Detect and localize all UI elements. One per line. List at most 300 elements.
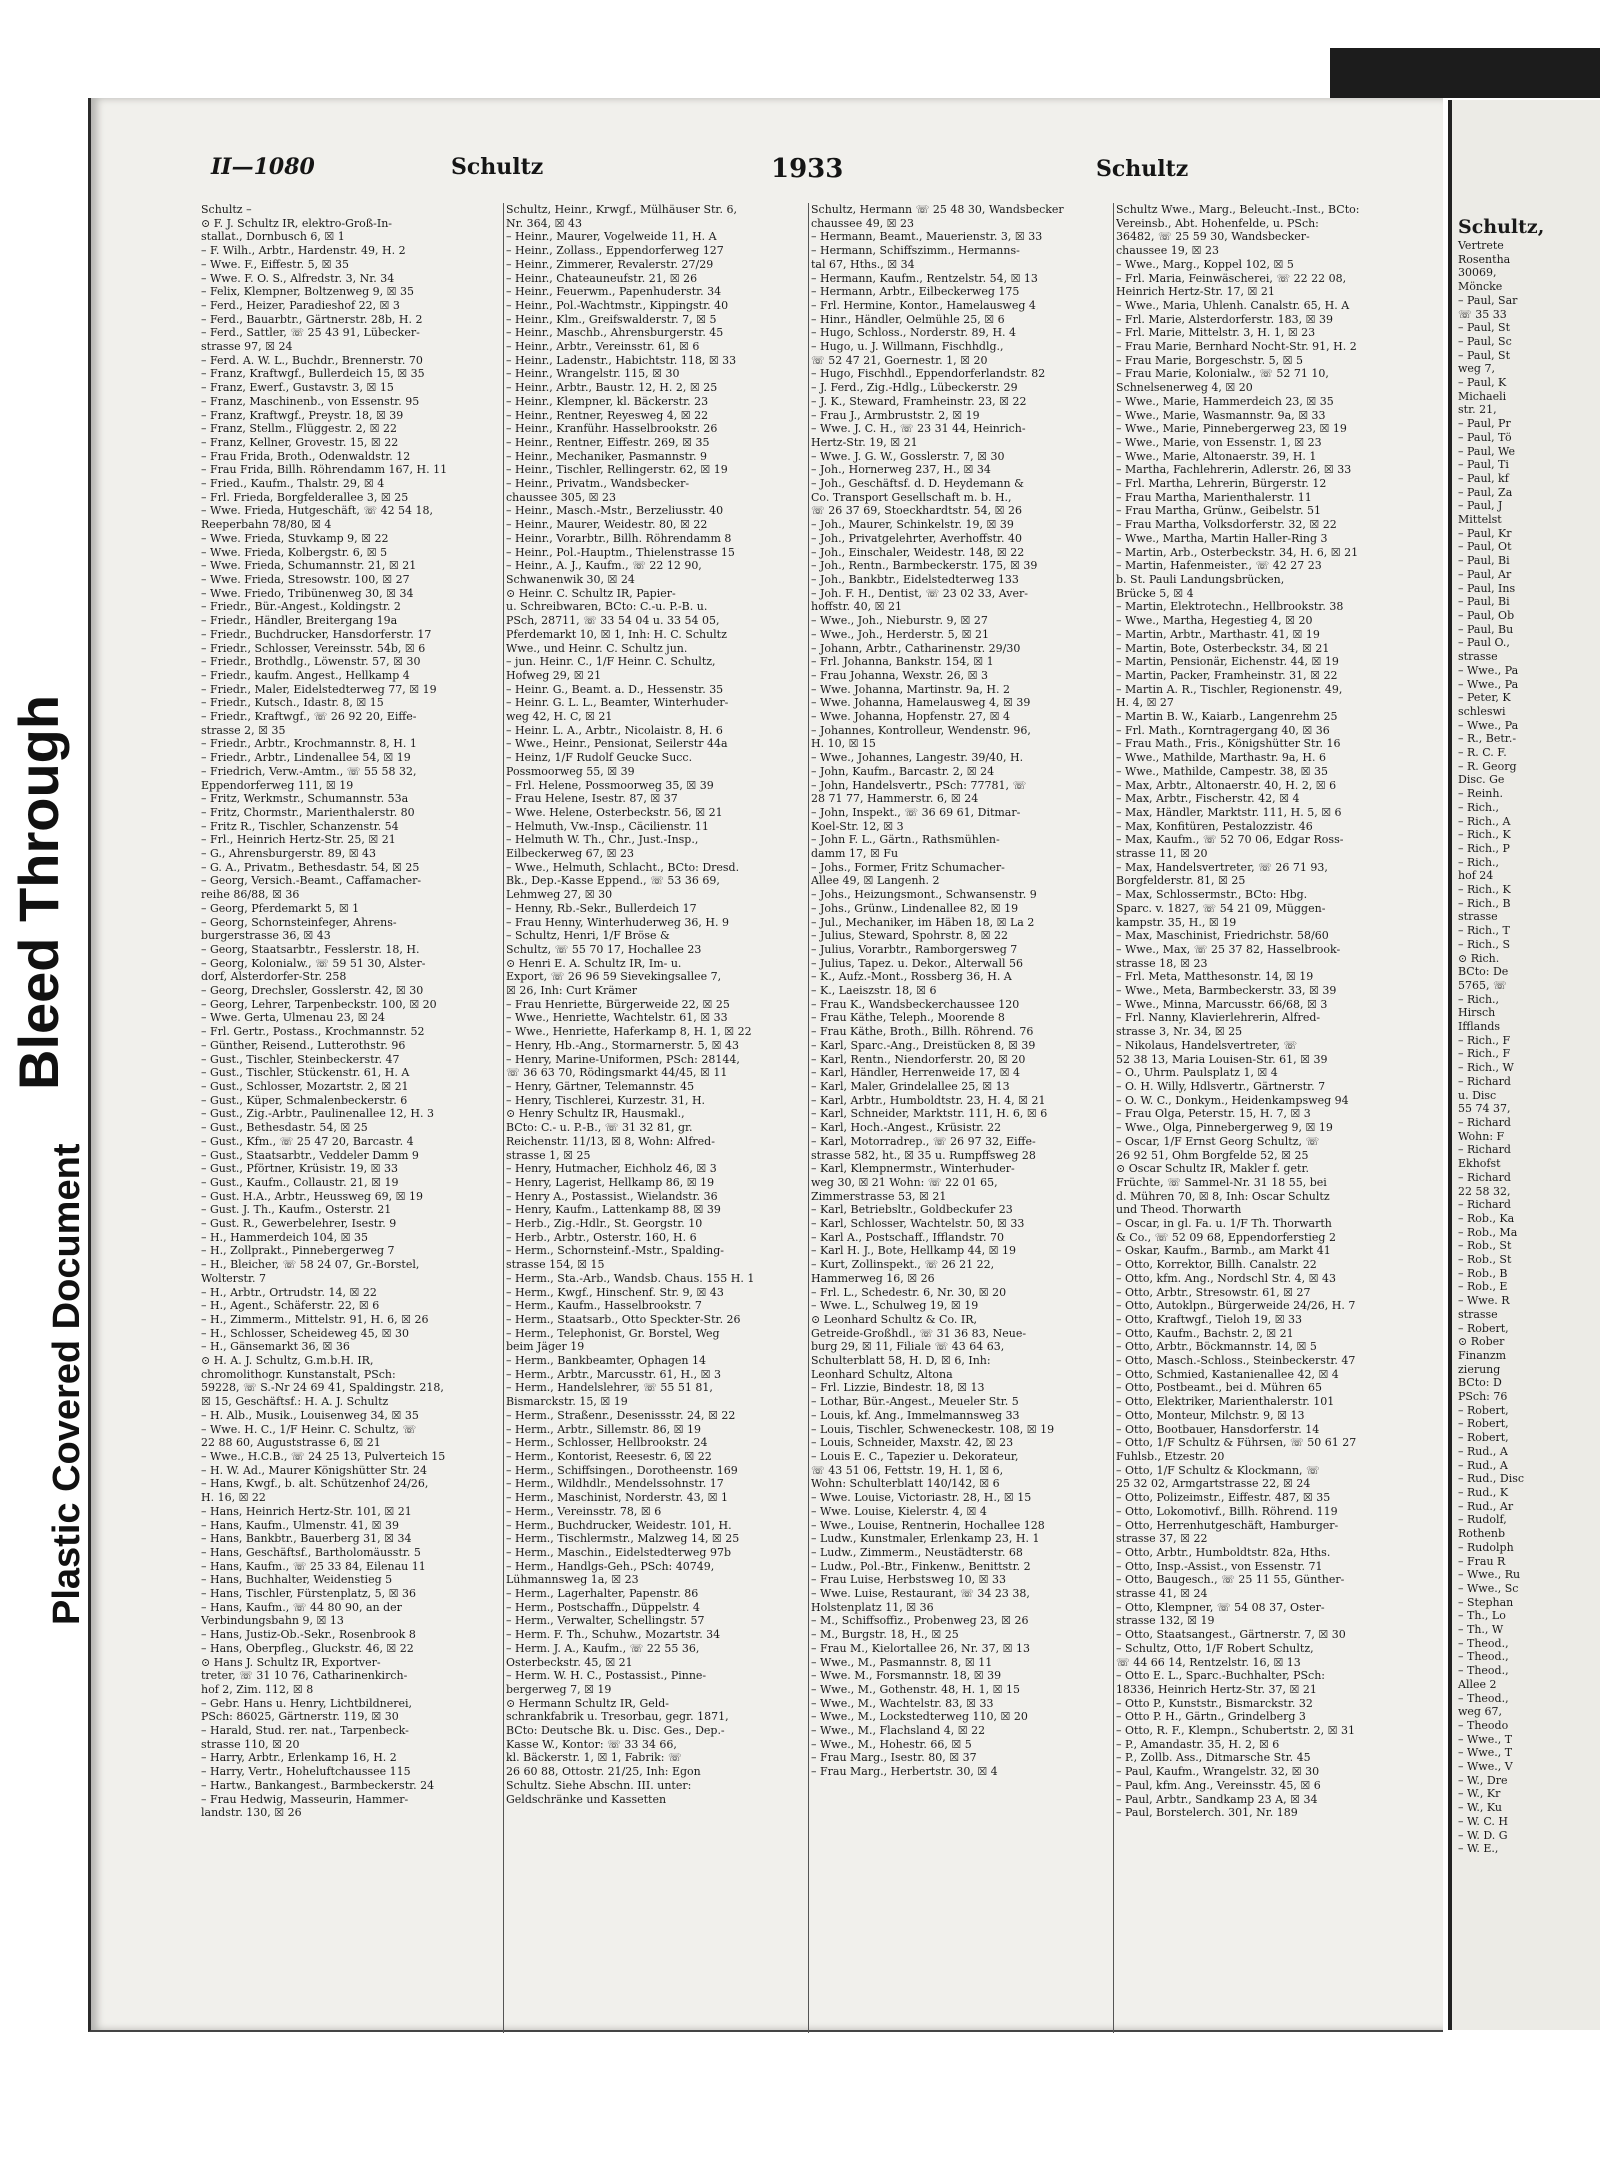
listing-entry: beim Jäger 19 — [506, 1340, 585, 1354]
listing-entry: – Friedr., Schlosser, Vereinsstr. 54b, ☒ 6 — [201, 641, 426, 655]
listing-entry: – Heinr., Feuerwm., Papenhuderstr. 34 — [506, 285, 722, 299]
facing-page-entry: – Peter, K — [1458, 691, 1511, 705]
listing-entry: – Wwe. Johanna, Martinstr. 9a, H. 2 — [811, 682, 1010, 696]
listing-entry: 52 38 13, Maria Louisen-Str. 61, ☒ 39 — [1116, 1052, 1328, 1066]
listing-entry: – Herm., Maschinist, Norderstr. 43, ☒ 1 — [506, 1491, 728, 1505]
listing-entry: – Herm., Verwalter, Schellingstr. 57 — [506, 1614, 705, 1628]
listing-entry: – Heinr., Zollass., Eppendorferweg 127 — [506, 244, 724, 258]
listing-entry: strasse 18, ☒ 23 — [1116, 956, 1208, 970]
listing-entry: – Gust. J. Th., Kaufm., Osterstr. 21 — [201, 1203, 392, 1217]
listing-entry: – Joh., Geschäftsf. d. D. Heydemann & — [811, 477, 1024, 491]
year-heading: 1933 — [771, 154, 844, 184]
facing-page-entry: 5765, ☏ — [1458, 978, 1507, 992]
listing-entry: – Henry, Tischlerei, Kurzestr. 31, H. — [506, 1093, 706, 1107]
listing-entry: – O. H. Willy, Hdlsvertr., Gärtnerstr. 7 — [1116, 1080, 1326, 1093]
listing-entry: dorf, Alsterdorfer-Str. 258 — [201, 970, 347, 984]
listing-entry: – Frl. Hermine, Kontor., Hamelausweg 4 — [811, 298, 1036, 312]
listing-entry: – Heinr. G., Beamt. a. D., Hessenstr. 35 — [506, 682, 724, 696]
listing-entry: – Max, Händler, Marktstr. 111, H. 5, ☒ 6 — [1116, 805, 1342, 819]
listing-entry: – Fried., Kaufm., Thalstr. 29, ☒ 4 — [201, 477, 385, 491]
listing-entry: – Friedr., Buchdrucker, Hansdorferstr. 17 — [201, 627, 432, 641]
listing-entry: – Frl. Marie, Alsterdorferstr. 183, ☒ 39 — [1116, 312, 1334, 326]
listing-entry: – Henry, Hutmacher, Eichholz 46, ☒ 3 — [506, 1162, 717, 1176]
listing-entry: – Max, Maschinist, Friedrichstr. 58/60 — [1116, 929, 1329, 943]
listing-entry: strasse 1, ☒ 25 — [506, 1148, 591, 1162]
listing-entry: – Paul, kfm. Ang., Vereinsstr. 45, ☒ 6 — [1116, 1778, 1321, 1792]
facing-page-entry: – Rob., St — [1458, 1239, 1512, 1253]
listing-entry: – Helmuth, Vw.-Insp., Cäcilienstr. 11 — [506, 819, 709, 833]
listing-entry: Hammerweg 16, ☒ 26 — [811, 1271, 935, 1285]
facing-page-entry: – Th., W — [1458, 1623, 1504, 1637]
listing-entry: strasse 582, ht., ☒ 35 u. Rumpffsweg 28 — [811, 1148, 1036, 1162]
listing-entry: strasse 37, ☒ 22 — [1116, 1532, 1208, 1546]
facing-page-entry: schleswi — [1458, 704, 1506, 718]
listing-entry: – Heinr. G. L. L., Beamter, Winterhuder- — [506, 696, 729, 710]
facing-page-entry: – Paul, J — [1458, 499, 1503, 513]
facing-page-entry: – Rud., A — [1458, 1444, 1508, 1458]
listing-column-4 — [1116, 203, 1414, 2043]
facing-page-entry: Rothenb — [1458, 1527, 1506, 1541]
listing-entry: strasse 11, ☒ 20 — [1116, 847, 1208, 861]
listing-entry: – Heinr., Klm., Greifswalderstr. 7, ☒ 5 — [506, 312, 717, 326]
facing-page-entry: – Robert, — [1458, 1431, 1509, 1445]
facing-page-entry: weg 67, — [1458, 1705, 1502, 1719]
facing-page-entry: – Rich., W — [1458, 1061, 1514, 1075]
listing-entry: chromolithogr. Kunstanstalt, PSch: — [201, 1367, 396, 1381]
facing-page-entry: – W. E., — [1458, 1842, 1499, 1856]
listing-entry: – Heinr., Arbtr., Vereinsstr. 61, ☒ 6 — [506, 340, 700, 354]
facing-page-entry: – Paul, Ot — [1458, 540, 1512, 554]
facing-page-entry: – Rich., B — [1458, 896, 1511, 910]
listing-entry: – Hermann, Arbtr., Eilbeckerweg 175 — [811, 285, 1020, 299]
listing-entry: – Otto, Monteur, Milchstr. 9, ☒ 13 — [1116, 1408, 1305, 1422]
listing-entry: – Hans, Kaufm., ☏ 44 80 90, an der — [201, 1600, 402, 1614]
listing-entry: Eilbeckerweg 67, ☒ 23 — [506, 847, 635, 861]
listing-entry: Borgfelderstr. 81, ☒ 25 — [1116, 874, 1246, 888]
listing-entry: – Frl. Maria, Feinwäscherei, ☏ 22 22 08, — [1116, 271, 1347, 285]
listing-entry: – Heinr., Rentner, Eiffestr. 269, ☒ 35 — [506, 435, 710, 449]
listing-entry: PSch: 86025, Gärtnerstr. 119, ☒ 30 — [201, 1710, 399, 1724]
listing-entry: – Wwe., Marie, Altonaerstr. 39, H. 1 — [1116, 449, 1317, 463]
listing-entry: – Heinz, 1/F Rudolf Geucke Succ. — [506, 751, 693, 765]
listing-entry: – Wwe., Martha, Hegestieg 4, ☒ 20 — [1116, 614, 1313, 628]
listing-entry: – Herb., Arbtr., Osterstr. 160, H. 6 — [506, 1230, 697, 1244]
scan-black-corner — [1330, 48, 1600, 98]
listing-entry: – Otto, kfm. Ang., Nordschl Str. 4, ☒ 43 — [1116, 1271, 1336, 1285]
listing-entry: kl. Bäckerstr. 1, ☒ 1, Fabrik: ☏ — [506, 1751, 682, 1765]
listing-entry: strasse 41, ☒ 24 — [1116, 1587, 1208, 1601]
listing-entry: Pferdemarkt 10, ☒ 1, Inh: H. C. Schultz — [506, 627, 727, 641]
listing-entry: – Karl H. J., Bote, Hellkamp 44, ☒ 19 — [811, 1244, 1016, 1258]
listing-entry: chaussee 19, ☒ 23 — [1116, 244, 1220, 258]
listing-entry: – Wwe., Minna, Marcusstr. 66/68, ☒ 3 — [1116, 997, 1328, 1011]
listing-entry: – Hermann, Kaufm., Rentzelstr. 54, ☒ 13 — [811, 271, 1038, 285]
listing-entry: – Gust. R., Gewerbelehrer, Isestr. 9 — [201, 1217, 397, 1231]
listing-entry: 26 60 88, Ottostr. 21/25, Inh: Egon — [506, 1765, 701, 1779]
listing-entry: Vereinsb., Abt. Hohenfelde, u. PSch: — [1116, 216, 1319, 230]
listing-entry: – Max, Kaufm., ☏ 52 70 06, Edgar Ross- — [1116, 833, 1344, 847]
listing-entry: – Hans, Buchhalter, Weidenstieg 5 — [201, 1573, 393, 1587]
listing-entry: – Frau Marie, Bernhard Nocht-Str. 91, H. 2 — [1116, 340, 1357, 354]
listing-entry: – Gust., Tischler, Steinbeckerstr. 47 — [201, 1052, 400, 1066]
listing-entry: – Wwe., Helmuth, Schlacht., BCto: Dresd. — [506, 860, 740, 874]
listing-entry: – K., Aufz.-Mont., Rossberg 36, H. A — [811, 970, 1012, 984]
listing-entry: – Friedr., Bür.-Angest., Koldingstr. 2 — [201, 600, 401, 614]
listing-entry: – Heinr., Pol.-Hauptm., Thielenstrasse 15 — [506, 545, 735, 559]
facing-page-entry: – Paul, Bu — [1458, 622, 1514, 636]
facing-page-entry: PSch: 76 — [1458, 1390, 1508, 1404]
listing-entry: – Heinr., Rentner, Reyesweg 4, ☒ 22 — [506, 408, 709, 422]
listing-entry: BCto: C.- u. P.-B., ☏ 31 32 81, gr. — [506, 1121, 693, 1135]
listing-entry: – Wwe., M., Lockstedterweg 110, ☒ 20 — [811, 1710, 1028, 1724]
listing-entry: strasse 154, ☒ 15 — [506, 1258, 605, 1272]
listing-entry: – Frl. Meta, Matthesonstr. 14, ☒ 19 — [1116, 970, 1314, 984]
listing-entry: chaussee 49, ☒ 23 — [811, 216, 915, 230]
listing-entry: ☏ 36 63 70, Rödingsmarkt 44/45, ☒ 11 — [506, 1066, 728, 1080]
listing-entry: ⊙ H. A. J. Schultz, G.m.b.H. IR, — [201, 1354, 374, 1368]
facing-page-text — [1452, 100, 1600, 1856]
listing-entry: – Hans, Heinrich Hertz-Str. 101, ☒ 21 — [201, 1504, 412, 1518]
listing-entry: – Otto, Masch.-Schloss., Steinbeckerstr. 47 — [1116, 1354, 1356, 1368]
listing-entry: – Wwe. Frieda, Kolbergstr. 6, ☒ 5 — [201, 545, 388, 559]
facing-page-entry: – W. C. H — [1458, 1814, 1508, 1828]
listing-entry: – Fritz, Chormstr., Marienthalerstr. 80 — [201, 805, 415, 819]
facing-page-entry: – Rud., A — [1458, 1458, 1508, 1472]
listing-entry: und Theod. Thorwarth — [1116, 1203, 1242, 1217]
listing-entry: – Frau Henriette, Bürgerweide 22, ☒ 25 — [506, 997, 730, 1011]
listing-entry: – Herm., Schornsteinf.-Mstr., Spalding- — [506, 1244, 725, 1258]
listing-entry: – Friedr., Arbtr., Krochmannstr. 8, H. 1 — [201, 737, 417, 751]
facing-page-entry: – Robert, — [1458, 1403, 1509, 1417]
listing-entry: – Frau Math., Fris., Königshütter Str. 16 — [1116, 737, 1341, 751]
listing-entry: – Schultz, Otto, 1/F Robert Schultz, — [1116, 1641, 1314, 1655]
listing-entry: Export, ☏ 26 96 59 Sievekingsallee 7, — [506, 970, 722, 984]
listing-entry: – Frl. Martha, Lehrerin, Bürgerstr. 12 — [1116, 477, 1327, 491]
facing-page-entry: – Theod., — [1458, 1650, 1509, 1664]
listing-entry: – Frau Henny, Winterhuderweg 36, H. 9 — [506, 915, 729, 929]
listing-entry: – Frau Marg., Herbertstr. 30, ☒ 4 — [811, 1765, 998, 1779]
facing-page-entry: u. Disc — [1458, 1088, 1497, 1102]
facing-page-entry: 30069, — [1458, 266, 1497, 280]
listing-entry: – Frau Johanna, Wexstr. 26, ☒ 3 — [811, 668, 988, 682]
facing-page-entry: BCto: De — [1458, 965, 1509, 979]
page-number: II—1080 — [211, 154, 315, 180]
listing-entry: – Karl, Klempnermstr., Winterhuder- — [811, 1162, 1015, 1176]
listing-entry: landstr. 130, ☒ 26 — [201, 1806, 302, 1820]
listing-entry: strasse 97, ☒ 24 — [201, 340, 293, 354]
listing-entry: – Wwe. Helene, Osterbeckstr. 56, ☒ 21 — [506, 805, 723, 819]
page-header — [91, 148, 1443, 188]
facing-page-entry: Disc. Ge — [1458, 773, 1505, 787]
listing-entry: – Joh., Einschaler, Weidestr. 148, ☒ 22 — [811, 545, 1025, 559]
listing-entry: – Günther, Reisend., Lutterothstr. 96 — [201, 1038, 406, 1052]
listing-entry: – Friedr., Kraftwgf., ☏ 26 92 20, Eiffe- — [201, 710, 417, 724]
facing-page-lines — [1458, 239, 1600, 1856]
listing-entry: – Johs., Former, Fritz Schumacher- — [811, 860, 1005, 874]
listing-entry: – Herm., Lagerhalter, Papenstr. 86 — [506, 1587, 699, 1601]
facing-page-entry: – Theod., — [1458, 1691, 1509, 1705]
listing-entry: – Friedrich, Verw.-Amtm., ☏ 55 58 32, — [201, 764, 417, 778]
listing-entry: Reeperbahn 78/80, ☒ 4 — [201, 518, 332, 532]
listing-entry: – Karl, Schlosser, Wachtelstr. 50, ☒ 33 — [811, 1217, 1025, 1231]
listing-entry: stallat., Dornbusch 6, ☒ 1 — [201, 230, 345, 244]
facing-page-entry: – Rich., A — [1458, 814, 1511, 828]
listing-entry: Schultz – — [201, 203, 252, 216]
listing-entry: 36482, ☏ 25 59 30, Wandsbecker- — [1116, 230, 1310, 244]
listing-entry: – H., Hammerdeich 104, ☒ 35 — [201, 1230, 369, 1244]
listing-entry: – Otto, Arbtr., Stresowstr. 61, ☒ 27 — [1116, 1285, 1311, 1299]
listing-entry: – Frl. Helene, Possmoorweg 35, ☒ 39 — [506, 778, 714, 792]
facing-page-entry: strasse — [1458, 650, 1498, 664]
listing-entry: – Lothar, Bür.-Angest., Meueler Str. 5 — [811, 1395, 1019, 1409]
listing-entry: – Otto, Bootbauer, Hansdorferstr. 14 — [1116, 1422, 1320, 1436]
listing-entry: Wolterstr. 7 — [201, 1271, 266, 1285]
listing-entry: – Louis, Tischler, Schweneckestr. 108, ☒ 19 — [811, 1422, 1055, 1436]
listing-entry: – Hugo, Schloss., Norderstr. 89, H. 4 — [811, 326, 1017, 340]
facing-page-entry: – Wwe., T — [1458, 1732, 1513, 1746]
facing-page-entry: – Paul, Kr — [1458, 526, 1512, 540]
listing-entry: – Frau M., Kielortallee 26, Nr. 37, ☒ 13 — [811, 1641, 1030, 1655]
listing-entry: H. 16, ☒ 22 — [201, 1491, 266, 1505]
listing-entry: – Martin, Pensionär, Eichenstr. 44, ☒ 19 — [1116, 655, 1339, 669]
facing-page-entry: – Paul, Ob — [1458, 608, 1515, 622]
listing-entry: – Joh., Privatgelehrter, Averhoffstr. 40 — [811, 531, 1022, 545]
listing-entry: Wwe., und Heinr. C. Schultz jun. — [506, 641, 688, 655]
listing-entry: – Johann, Arbtr., Catharinenstr. 29/30 — [811, 641, 1021, 655]
listing-entry: – Otto, Kaufm., Bachstr. 2, ☒ 21 — [1116, 1326, 1294, 1340]
listing-entry: – Helmuth W. Th., Chr., Just.-Insp., — [506, 833, 699, 847]
facing-page-entry: – Paul, Ins — [1458, 581, 1516, 595]
listing-entry: – Julius, Steward, Spohrstr. 8, ☒ 22 — [811, 929, 1008, 943]
listing-entry: Koel-Str. 12, ☒ 3 — [811, 819, 904, 833]
listing-entry: – Wwe. Louise, Victoriastr. 28, H., ☒ 15 — [811, 1491, 1032, 1505]
listing-entry: – Wwe., Joh., Herderstr. 5, ☒ 21 — [811, 627, 989, 641]
listing-entry: – Frl. Marie, Mittelstr. 3, H. 1, ☒ 23 — [1116, 326, 1316, 340]
listing-columns — [201, 203, 1421, 2043]
facing-page-entry: ☏ 35 33 — [1458, 307, 1507, 321]
listing-entry: – Frau Frida, Broth., Odenwaldstr. 12 — [201, 449, 411, 463]
listing-entry: Sparc. v. 1827, ☏ 54 21 09, Müggen- — [1116, 901, 1326, 915]
facing-page-entry: Rosentha — [1458, 252, 1511, 266]
facing-page-entry: Ifflands — [1458, 1020, 1501, 1034]
facing-page-entry: – Wwe., Sc — [1458, 1581, 1519, 1595]
listing-entry: Reichenstr. 11/13, ☒ 8, Wohn: Alfred- — [506, 1134, 715, 1148]
listing-entry: – Otto, Kraftwgf., Tieloh 19, ☒ 33 — [1116, 1312, 1303, 1326]
listing-entry: – Otto, Arbtr., Böckmannstr. 14, ☒ 5 — [1116, 1340, 1317, 1354]
listing-entry: – K., Laeiszstr. 18, ☒ 6 — [811, 984, 937, 998]
listing-entry: 18336, Heinrich Hertz-Str. 37, ☒ 21 — [1116, 1682, 1317, 1696]
directory-page — [88, 98, 1443, 2032]
listing-entry: – Ludw., Kunstmaler, Erlenkamp 23, H. 1 — [811, 1532, 1040, 1546]
column-divider — [503, 203, 504, 2033]
listing-entry: – Otto, Arbtr., Humboldtstr. 82a, Hths. — [1116, 1545, 1331, 1559]
listing-entry: H. 4, ☒ 27 — [1116, 696, 1174, 710]
listing-entry: – Otto, Elektriker, Marienthalerstr. 101 — [1116, 1395, 1335, 1409]
listing-entry: – Friedr., Arbtr., Lindenallee 54, ☒ 19 — [201, 751, 411, 765]
listing-entry: – Georg, Versich.-Beamt., Caffamacher- — [201, 874, 422, 888]
listing-entry: – Louis, kf. Ang., Immelmannsweg 33 — [811, 1408, 1020, 1422]
listing-entry: – Gust., Bethesdastr. 54, ☒ 25 — [201, 1121, 368, 1135]
facing-page-entry: Finanzm — [1458, 1348, 1507, 1362]
listing-entry: – Ferd., Sattler, ☏ 25 43 91, Lübecker- — [201, 326, 420, 340]
listing-entry: tal 67, Hths., ☒ 34 — [811, 257, 915, 271]
listing-entry: – Gust., Pförtner, Krüsistr. 19, ☒ 33 — [201, 1162, 399, 1176]
facing-page-entry: – W., Kr — [1458, 1787, 1501, 1801]
listing-entry: – Hermann, Beamt., Mauerienstr. 3, ☒ 33 — [811, 230, 1043, 244]
listing-entry: – Henry A., Postassist., Wielandstr. 36 — [506, 1189, 718, 1203]
running-head-left: Schultz — [451, 154, 544, 180]
listing-column-2 — [506, 203, 804, 2043]
listing-entry: – Joh., Hornerweg 237, H., ☒ 34 — [811, 463, 991, 477]
listing-entry: – Otto, 1/F Schultz & Klockmann, ☏ — [1116, 1463, 1320, 1477]
listing-entry: – Wwe., Johannes, Langestr. 39/40, H. — [811, 751, 1024, 765]
listing-entry: – Otto, Korrektor, Billh. Canalstr. 22 — [1116, 1258, 1317, 1272]
listing-entry: Schultz, ☏ 55 70 17, Hochallee 23 — [506, 942, 702, 956]
listing-entry: – Herm. J. A., Kaufm., ☏ 22 55 36, — [506, 1641, 700, 1655]
facing-page-entry: – Rob., Ma — [1458, 1225, 1518, 1239]
listing-entry: – Herm., Maschin., Eidelstedterweg 97b — [506, 1545, 732, 1559]
listing-entry: – Joh. F. H., Dentist, ☏ 23 02 33, Aver- — [811, 586, 1028, 600]
facing-page-entry: – Wwe., Pa — [1458, 677, 1519, 691]
listing-entry: – Hartw., Bankangest., Barmbeckerstr. 24 — [201, 1778, 435, 1792]
listing-entry: – Hans, Kaufm., Ulmenstr. 41, ☒ 39 — [201, 1518, 399, 1532]
listing-entry: 59228, ☏ S.-Nr 24 69 41, Spaldingstr. 218, — [201, 1381, 444, 1395]
facing-page-entry: – Paul, kf — [1458, 471, 1509, 485]
facing-page-entry: – Rudolph — [1458, 1540, 1514, 1554]
listing-entry: – Friedr., Brothdlg., Löwenstr. 57, ☒ 30 — [201, 655, 421, 669]
facing-page-entry: weg 7, — [1458, 362, 1495, 376]
listing-entry: – Frau J., Armbruststr. 2, ☒ 19 — [811, 408, 980, 422]
running-head-right: Schultz — [1096, 156, 1189, 182]
facing-page-entry: – Paul, Ar — [1458, 567, 1512, 581]
facing-page-entry: – Rich., F — [1458, 1047, 1511, 1061]
facing-page-entry: – Robert, — [1458, 1321, 1509, 1335]
listing-entry: – Otto, Polizeimstr., Eiffestr. 487, ☒ 35 — [1116, 1491, 1331, 1505]
listing-entry: – Otto, Klempner, ☏ 54 08 37, Oster- — [1116, 1600, 1325, 1614]
listing-entry: Verbindungsbahn 9, ☒ 13 — [201, 1614, 344, 1628]
listing-entry: – Wwe. Friedo, Tribünenweg 30, ☒ 34 — [201, 586, 414, 600]
facing-page-entry: Mittelst — [1458, 513, 1502, 527]
listing-entry: – John, Kaufm., Barcastr. 2, ☒ 24 — [811, 764, 995, 778]
listing-entry: – Henny, Rb.-Sekr., Bullerdeich 17 — [506, 901, 697, 915]
listing-entry: 28 71 77, Hammerstr. 6, ☒ 24 — [811, 792, 979, 806]
listing-entry: – Franz, Stellm., Flüggestr. 2, ☒ 22 — [201, 422, 398, 436]
listing-entry: Wohn: Schulterblatt 140/142, ☒ 6 — [811, 1477, 1000, 1491]
listing-entry: – Hans, Justiz-Ob.-Sekr., Rosenbrook 8 — [201, 1628, 416, 1642]
listing-entry: strasse 3, Nr. 34, ☒ 25 — [1116, 1025, 1243, 1039]
listing-entry: Kasse W., Kontor: ☏ 33 34 66, — [506, 1737, 677, 1751]
listing-entry: Schultz, Heinr., Krwgf., Mülhäuser Str. 6, — [506, 203, 737, 216]
listing-entry: Allee 49, ☒ Langenh. 2 — [811, 874, 940, 888]
listing-entry: burg 29, ☒ 11, Filiale ☏ 43 64 63, — [811, 1340, 1005, 1354]
listing-entry: – Karl, Arbtr., Humboldtstr. 23, H. 4, ☒ 21 — [811, 1093, 1046, 1107]
listing-entry: – Louis, Schneider, Maxstr. 42, ☒ 23 — [811, 1436, 1014, 1450]
listing-entry: – Kurt, Zollinspekt., ☏ 26 21 22, — [811, 1258, 995, 1272]
listing-entry: reihe 86/88, ☒ 36 — [201, 888, 300, 902]
facing-page-entry: – Paul, Bi — [1458, 595, 1510, 609]
listing-entry: – Hermann, Schiffszimm., Hermanns- — [811, 244, 1020, 258]
facing-page-entry: – Theod., — [1458, 1636, 1509, 1650]
listing-entry: – Wwe., Louise, Rentnerin, Hochallee 128 — [811, 1518, 1045, 1532]
listing-entry: – Wwe. L., Schulweg 19, ☒ 19 — [811, 1299, 979, 1313]
listing-entry: – Otto, 1/F Schultz & Führsen, ☏ 50 61 27 — [1116, 1436, 1357, 1450]
listing-entry: – M., Schiffsoffiz., Probenweg 23, ☒ 26 — [811, 1614, 1029, 1628]
listing-entry: – Heinr., Kranführ. Hasselbrookstr. 26 — [506, 422, 718, 436]
listing-entry: – Herm., Straßenr., Desenissstr. 24, ☒ 22 — [506, 1408, 736, 1422]
listing-entry: Hofweg 29, ☒ 21 — [506, 668, 602, 682]
listing-entry: & Co., ☏ 52 09 68, Eppendorferstieg 2 — [1116, 1230, 1336, 1244]
listing-entry: – Karl, Hoch.-Angest., Krüsistr. 22 — [811, 1121, 1002, 1135]
listing-entry: strasse 132, ☒ 19 — [1116, 1614, 1215, 1628]
listing-entry: – jun. Heinr. C., 1/F Heinr. C. Schultz, — [506, 655, 716, 669]
listing-entry: ⊙ Henri E. A. Schultz IR, Im- u. — [506, 956, 682, 970]
listing-entry: – Johs., Grünw., Lindenallee 82, ☒ 19 — [811, 901, 1019, 915]
listing-entry: – Otto E. L., Sparc.-Buchhalter, PSch: — [1116, 1669, 1325, 1683]
listing-entry: Schulterblatt 58, H. D, ☒ 6, Inh: — [811, 1354, 991, 1368]
facing-page-entry: – Rud., Disc — [1458, 1472, 1525, 1486]
listing-entry: – Hugo, u. J. Willmann, Fischhdlg., — [811, 340, 1004, 354]
listing-entry: – Herm., Arbtr., Marcusstr. 61, H., ☒ 3 — [506, 1367, 721, 1381]
listing-entry: – Frau Käthe, Broth., Billh. Röhrend. 76 — [811, 1025, 1034, 1039]
listing-entry: – Karl, Maler, Grindelallee 25, ☒ 13 — [811, 1080, 1010, 1093]
listing-entry: – Wwe., Mathilde, Marthastr. 9a, H. 6 — [1116, 751, 1327, 765]
listing-entry: – Harald, Stud. rer. nat., Tarpenbeck- — [201, 1724, 409, 1738]
listing-entry: 25 32 02, Armgartstrasse 22, ☒ 24 — [1116, 1477, 1311, 1491]
listing-entry: – H., Zollprakt., Pinnebergerweg 7 — [201, 1244, 395, 1258]
facing-page-entry: – Rud., Ar — [1458, 1499, 1514, 1513]
listing-entry: strasse 2, ☒ 35 — [201, 723, 286, 737]
listing-entry: – Herm., Handelslehrer, ☏ 55 51 81, — [506, 1381, 713, 1395]
facing-page-entry: – Richard — [1458, 1074, 1511, 1088]
facing-page-entry: Hirsch — [1458, 1006, 1496, 1020]
facing-page-entry: – Richard — [1458, 1198, 1511, 1212]
listing-entry: – Otto, R. F., Klempn., Schubertstr. 2, ☒ 31 — [1116, 1724, 1355, 1738]
listing-entry: – Franz, Kraftwgf., Preystr. 18, ☒ 39 — [201, 408, 404, 422]
facing-page-entry: – R. C. F. — [1458, 746, 1507, 760]
listing-entry: – Wwe. Frieda, Schumannstr. 21, ☒ 21 — [201, 559, 417, 573]
facing-page-entry: – Paul, Ti — [1458, 458, 1509, 472]
listing-entry: – Ludw., Pol.-Btr., Finkenw., Benittstr. 2 — [811, 1559, 1031, 1573]
listing-entry: – Martin, Elektrotechn., Hellbrookstr. 38 — [1116, 600, 1344, 614]
listing-entry: – Herm., Sta.-Arb., Wandsb. Chaus. 155 H. 1 — [506, 1271, 755, 1285]
listing-entry: – Otto, Herrenhutgeschäft, Hamburger- — [1116, 1518, 1339, 1532]
listing-entry: – Otto, Insp.-Assist., von Essenstr. 71 — [1116, 1559, 1323, 1573]
listing-entry: – Wwe., M., Hohestr. 66, ☒ 5 — [811, 1737, 972, 1751]
listing-entry: kampstr. 35, H., ☒ 19 — [1116, 915, 1237, 929]
listing-entry: – Frau Helene, Isestr. 87, ☒ 37 — [506, 792, 678, 806]
listing-entry: – Gust., Tischler, Stückenstr. 61, H. A — [201, 1066, 410, 1080]
listing-entry: ☒ 26, Inh: Curt Krämer — [506, 984, 637, 998]
listing-entry: weg 30, ☒ 21 Wohn: ☏ 22 01 65, — [811, 1175, 998, 1189]
listing-entry: – Wwe., M., Pasmannstr. 8, ☒ 11 — [811, 1655, 993, 1669]
listing-entry: – Hinr., Händler, Oelmühle 25, ☒ 6 — [811, 312, 1005, 326]
listing-entry: – H. Alb., Musik., Louisenweg 34, ☒ 35 — [201, 1408, 419, 1422]
listing-entry: – Max, Handelsvertreter, ☏ 26 71 93, — [1116, 860, 1328, 874]
listing-entry: – Gust., Staatsarbtr., Veddeler Damm 9 — [201, 1148, 419, 1162]
listing-entry: – Wwe., Marie, Hammerdeich 23, ☒ 35 — [1116, 394, 1334, 408]
listing-entry: – Nikolaus, Handelsvertreter, ☏ — [1116, 1038, 1298, 1052]
listing-entry: – Frl. Lizzie, Bindestr. 18, ☒ 13 — [811, 1381, 985, 1395]
listing-entry: – Karl, Rentn., Niendorferstr. 20, ☒ 20 — [811, 1052, 1026, 1066]
facing-page-entry: – Frau R — [1458, 1554, 1506, 1568]
listing-entry: Getreide-Großhdl., ☏ 31 36 83, Neue- — [811, 1326, 1027, 1340]
facing-page-entry: Vertrete — [1458, 239, 1504, 252]
plastic-covered-label: Plastic Covered Document — [46, 1143, 88, 1625]
listing-entry: – Wwe. Johanna, Hopfenstr. 27, ☒ 4 — [811, 710, 1010, 724]
facing-page-entry: – Rud., K — [1458, 1485, 1509, 1499]
facing-page-entry: – Rich., S — [1458, 937, 1511, 951]
listing-entry: – Herm., Telephonist, Gr. Borstel, Weg — [506, 1326, 720, 1340]
